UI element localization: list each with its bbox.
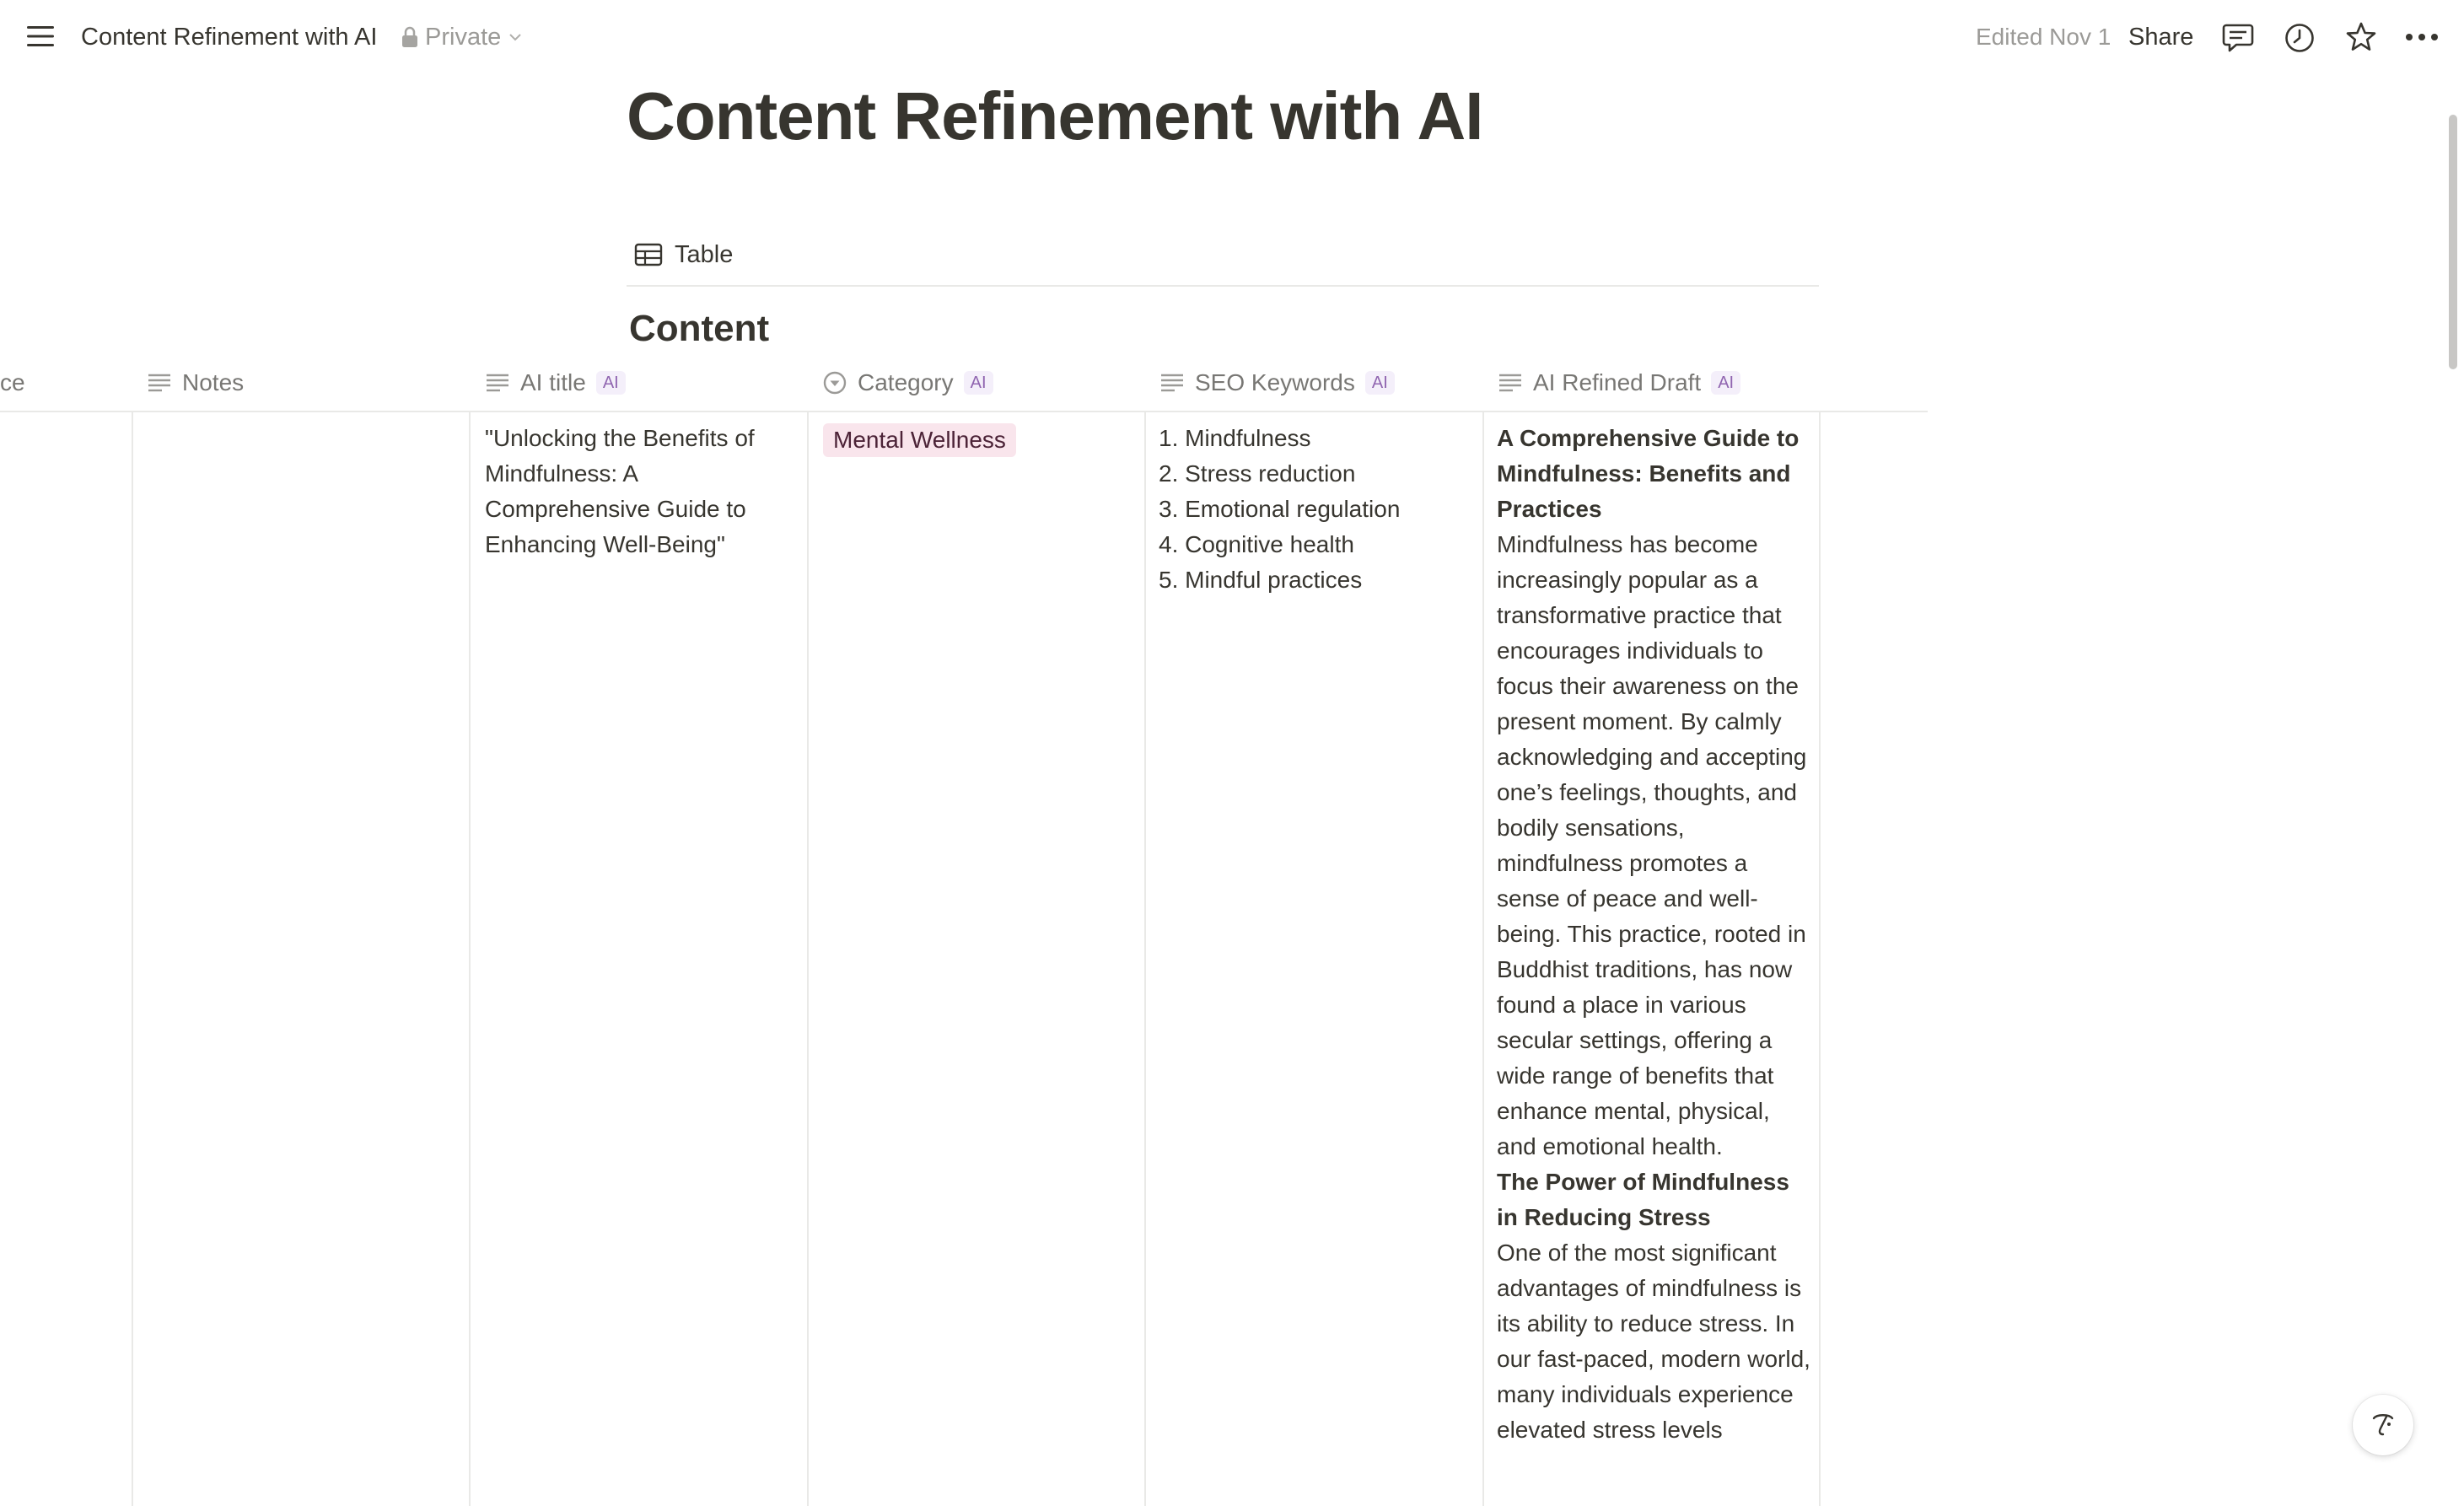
column-header-partial[interactable]	[0, 363, 25, 403]
column-header-label: SEO Keywords	[1195, 369, 1355, 395]
view-tab-label: Table	[675, 240, 734, 268]
top-bar	[0, 0, 2464, 74]
view-tab-divider	[627, 285, 1819, 287]
column-header-label: Notes	[182, 369, 245, 395]
ai-badge: AI	[964, 371, 993, 395]
draft-heading: The Power of Mindfulness in Reducing Stress	[1497, 1169, 1789, 1230]
vertical-scrollbar[interactable]	[2449, 115, 2457, 369]
column-divider	[469, 411, 471, 1506]
column-header-label: Category	[858, 369, 954, 395]
cell-ai-title[interactable]: "Unlocking the Benefits of Mindfulness: A Comprehensive Guide to Enhancing Well-Being"	[485, 425, 755, 557]
select-property-icon	[822, 370, 847, 395]
column-header-ai-title[interactable]	[485, 363, 626, 403]
draft-paragraph: Mindfulness has become increasingly popular as a transformative practice that encourages individuals to focus their awareness on the present moment. By calmly acknowledging and accepting one’s feelings, thoughts, and bodily sensations, mindfulness promotes a sense of peace and well-being. This practice, rooted in Buddhist traditions, has now found a place in various secular settings, offering a wide range of benefits that enhance mental, physical, and emotional health.	[1497, 531, 1807, 1159]
chevron-down-icon	[508, 32, 523, 42]
column-header-label: AI title	[520, 369, 586, 395]
column-header-category[interactable]	[822, 363, 993, 403]
column-header-ai-refined-draft[interactable]	[1498, 363, 1740, 403]
ai-face-icon	[2366, 1408, 2400, 1442]
column-divider	[1819, 411, 1821, 1506]
column-divider	[1482, 411, 1484, 1506]
ai-assistant-button[interactable]	[2353, 1395, 2413, 1455]
category-tag[interactable]: Mental Wellness	[823, 423, 1016, 457]
star-icon[interactable]	[2344, 20, 2378, 54]
ai-badge: AI	[1365, 371, 1395, 395]
keyword-item: 2. Stress reduction	[1159, 460, 1356, 487]
text-property-icon	[1498, 373, 1523, 393]
keyword-item: 1. Mindfulness	[1159, 425, 1311, 451]
draft-paragraph: One of the most significant advantages of mindfulness is its ability to reduce stress. In our fast-paced, modern world, many individuals experience elevated stress levels	[1497, 1240, 1810, 1443]
text-property-icon	[485, 373, 510, 393]
cell-notes[interactable]	[133, 412, 469, 1506]
column-header-label: ce	[0, 369, 25, 395]
database-title[interactable]: Content	[629, 308, 770, 349]
cell-seo-keywords[interactable]	[1159, 421, 1400, 598]
edited-timestamp[interactable]: Edited Nov 1	[1976, 24, 2112, 50]
cell-ai-refined-draft[interactable]	[1497, 421, 1810, 1448]
text-property-icon	[147, 373, 172, 393]
share-button[interactable]: Share	[2128, 24, 2194, 51]
breadcrumb-page-title[interactable]: Content Refinement with AI	[81, 24, 378, 51]
comment-icon[interactable]	[2221, 22, 2255, 54]
lock-icon	[401, 26, 418, 48]
privacy-label: Private	[425, 23, 502, 51]
column-header-notes[interactable]	[147, 363, 244, 403]
privacy-menu[interactable]	[401, 20, 523, 54]
page-title[interactable]: Content Refinement with AI	[627, 78, 1483, 153]
column-divider	[1144, 411, 1146, 1506]
column-header-label: AI Refined Draft	[1533, 369, 1702, 395]
keyword-item: 4. Cognitive health	[1159, 531, 1354, 557]
text-property-icon	[1159, 373, 1185, 393]
table-icon	[634, 243, 663, 266]
view-tab-table[interactable]	[634, 238, 733, 272]
column-divider	[807, 411, 809, 1506]
ai-badge: AI	[596, 371, 626, 395]
ai-badge: AI	[1711, 371, 1740, 395]
keyword-item: 5. Mindful practices	[1159, 567, 1363, 593]
keyword-item: 3. Emotional regulation	[1159, 496, 1401, 522]
draft-heading: A Comprehensive Guide to Mindfulness: Benefits and Practices	[1497, 425, 1800, 522]
column-header-seo-keywords[interactable]	[1159, 363, 1395, 403]
more-options-icon[interactable]	[2405, 30, 2439, 44]
menu-icon[interactable]	[25, 23, 56, 50]
clock-icon[interactable]	[2284, 22, 2316, 54]
